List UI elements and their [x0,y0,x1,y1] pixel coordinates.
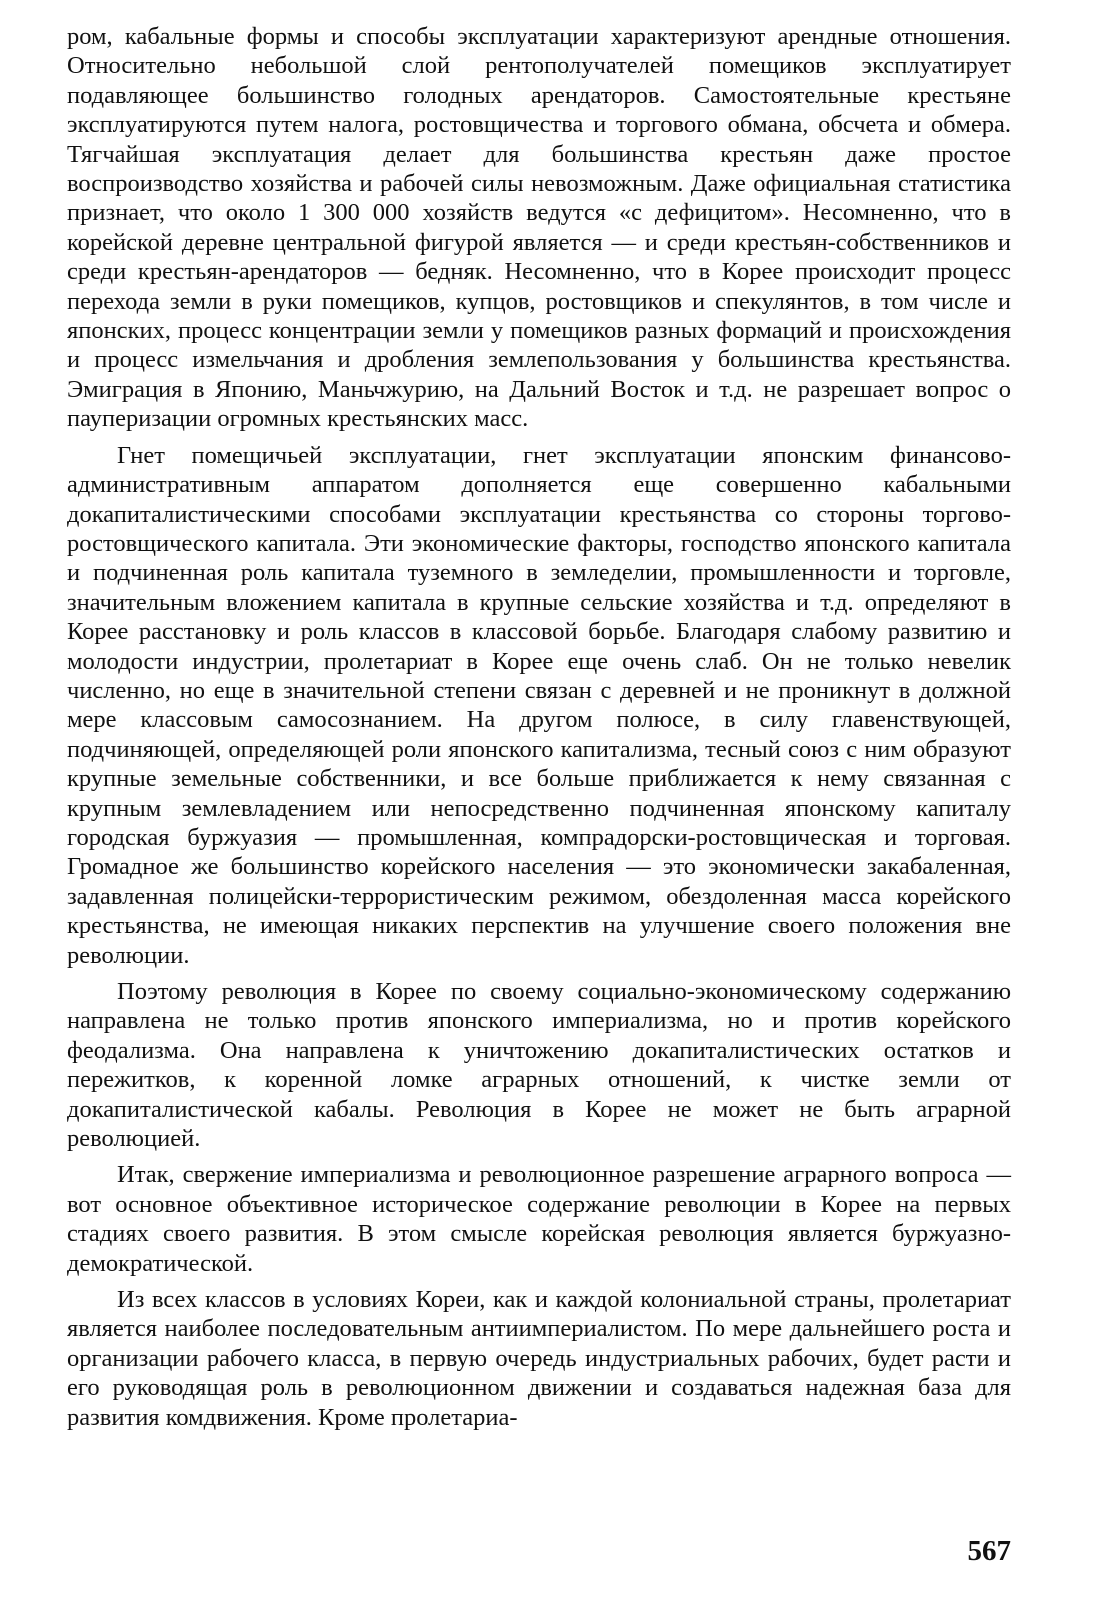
paragraph-4: Итак, свержение империализма и революционное разрешение аграрного вопроса — вот основное объективное историческое содержание революции в Корее на первых стадиях своего развития. В этом смысле корейская революция является буржуазно-демократической. [67,1161,1011,1277]
paragraph-1: ром, кабальные формы и способы эксплуатации характеризуют арендные отношения. Относительно небольшой слой рентополучателей помещиков эксплуатирует подавляющее большинство голодных арендаторов. Самостоятельные крестьяне эксплуатируются путем налога, ростовщичества и торгового обмана, обсчета и обмера. Тягчайшая эксплуатация делает для большинства крестьян даже простое воспроизводство хозяйства и рабочей силы невозможным. Даже официальная статистика признает, что около 1 300 000 хозяйств ведутся «с дефицитом». Несомненно, что в корейской деревне центральной фигурой является — и среди крестьян-собственников и среди крестьян-арендаторов — бедняк. Несомненно, что в Корее происходит процесс перехода земли в руки помещиков, купцов, ростовщиков и спекулянтов, в том числе и японских, процесс концентрации земли у помещиков разных формаций и происхождения и процесс измельчания и дробления землепользования у большинства крестьянства. Эмиграция в Японию, Маньчжурию, на Дальний Восток и т.д. не разрешает вопрос о пауперизации огромных крестьянских масс. [67,23,1011,433]
paragraph-3: Поэтому революция в Корее по своему социально-экономическому содержанию направлена не только против японского империализма, но и против корейского феодализма. Она направлена к уничтожению докапиталистических остатков и пережитков, к коренной ломке аграрных отношений, к чистке земли от докапиталистической кабалы. Революция в Корее не может не быть аграрной революцией. [67,978,1011,1153]
page-number: 567 [967,1535,1011,1567]
paragraph-5: Из всех классов в условиях Кореи, как и каждой колониальной страны, пролетариат является наиболее последовательным антиимпериалистом. По мере дальнейшего роста и организации рабочего класса, в первую очередь индустриальных рабочих, будет расти и его руководящая роль в революционном движении и создаваться надежная база для развития комдвижения. Кроме пролетариа- [67,1286,1011,1431]
paragraph-2: Гнет помещичьей эксплуатации, гнет эксплуатации японским финансово-административным аппаратом дополняется еще совершенно кабальными докапиталистическими способами эксплуатации крестьянства со стороны торгово-ростовщического капитала. Эти экономические факторы, господство японского капитала и подчиненная роль капитала туземного в земледелии, промышленности и торговле, значительным вложением капитала в крупные сельские хозяйства и т.д. определяют в Корее расстановку и роль классов в классовой борьбе. Благодаря слабому развитию и молодости индустрии, пролетариат в Корее еще очень слаб. Он не только невелик численно, но еще в значительной степени связан с деревней и не проникнут в должной мере классовым самосознанием. На другом полюсе, в силу главенствующей, подчиняющей, определяющей роли японского капитализма, тесный союз с ним образуют крупные земельные собственники, и все больше приближается к нему связанная с крупным землевладением или непосредственно подчиненная японскому капиталу городская буржуазия — промышленная, компрадорски-ростовщическая и торговая. Громадное же большинство корейского населения — это экономически закабаленная, задавленная полицейски-террористическим режимом, обездоленная масса корейского крестьянства, не имеющая никаких перспектив на улучшение своего положения вне революции. [67,441,1011,969]
document-page [67,22,1011,1578]
